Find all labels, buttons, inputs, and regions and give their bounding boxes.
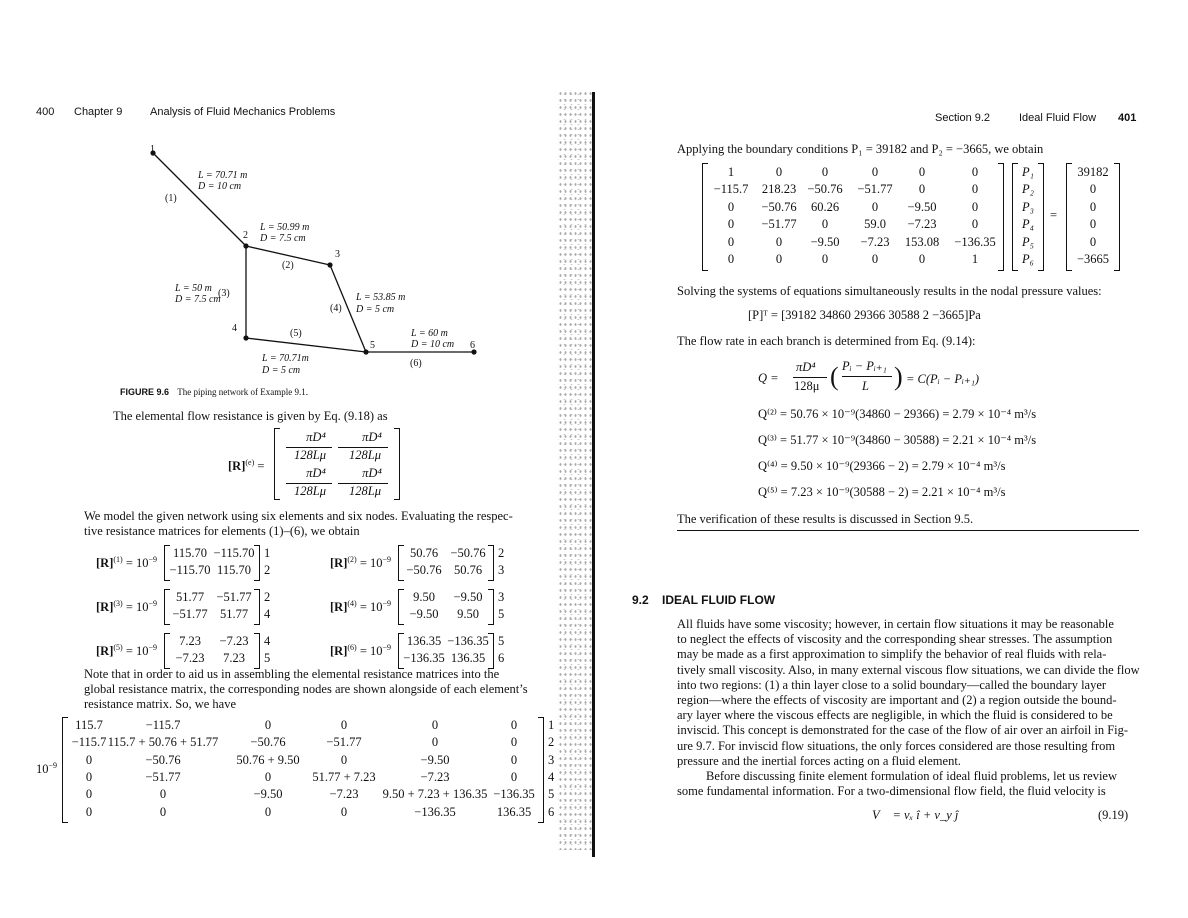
resistance-lhs-symbol: [R] — [228, 459, 246, 474]
left-paragraph-3-line-1: Note that in order to aid us in assembling the elemental resistance matrices into the — [84, 667, 500, 681]
system-matrix-cell: 0 — [775, 252, 783, 266]
global-matrix-cell: 0 — [159, 804, 167, 819]
system-matrix-cell: 0 — [918, 182, 926, 197]
global-matrix-cell: 0 — [510, 752, 518, 767]
global-matrix-cell: 50.76 + 9.50 — [236, 752, 300, 767]
element-cell: 136.35 — [450, 651, 486, 665]
global-matrix-cell: −115.7 — [145, 718, 181, 732]
fig-e5-diameter: D = 5 cm — [262, 365, 301, 376]
global-matrix-cell: 0 — [340, 752, 348, 767]
element-matrix-body — [164, 633, 260, 669]
fig-node-2: 2 — [243, 230, 248, 241]
frac-a-den: 128Lμ — [294, 448, 326, 462]
pressure-vector — [1012, 163, 1044, 271]
fig-e4-diameter: D = 5 cm — [356, 304, 395, 315]
fig-node-1: 1 — [150, 144, 155, 155]
flow-q4: Q⁽⁴⁾ = 9.50 × 10⁻⁹(29366 − 2) = 2.79 × 10⁻⁴ m³/s — [758, 459, 1006, 473]
element-cell: −51.77 — [172, 607, 208, 621]
global-matrix-cell: 0 — [510, 769, 518, 784]
nodal-pressure-vector: [P]ᵀ = [39182 34860 29366 30588 2 −3665]Pa — [748, 308, 981, 322]
element-cell: 9.50 — [457, 607, 479, 621]
rhs-vector-entry: 39182 — [1077, 165, 1109, 179]
q-paren-left: ( — [830, 362, 839, 391]
frac-a-num: πD⁴ — [306, 430, 326, 444]
global-matrix-node-index: 1 — [548, 718, 555, 732]
system-matrix-cell: −7.23 — [860, 234, 890, 249]
fig-element-5-label: (5) — [290, 328, 302, 339]
element-matrix-body — [164, 545, 260, 581]
section-divider — [677, 530, 1139, 531]
section-body-line: into two regions: (1) a thin layer close to a solid boundary—called the boundary layer — [677, 677, 1107, 692]
element-cell: −115.70 — [213, 546, 255, 560]
element-cell: −7.23 — [219, 634, 249, 648]
system-matrix-cell: −136.35 — [954, 234, 996, 249]
fig-e3-length: L = 50 m — [175, 283, 212, 294]
system-matrix — [702, 163, 1004, 271]
system-matrix-cell: −50.76 — [807, 182, 843, 197]
global-matrix-cell: 0 — [431, 735, 439, 750]
element-node-index: 2 — [498, 546, 505, 560]
resistance-lhs-sup: (e) — [245, 458, 255, 467]
node-5-dot — [363, 349, 368, 354]
fig-e6-length: L = 60 m — [411, 328, 448, 339]
flow-q2: Q⁽²⁾ = 50.76 × 10⁻⁹(34860 − 29366) = 2.79 × 10⁻⁴ m³/s — [758, 407, 1037, 421]
fig-element-3-label: (3) — [218, 288, 230, 299]
left-page-number: 400 — [36, 106, 55, 118]
element-cell: 50.76 — [453, 563, 483, 577]
global-matrix-cell: −115.7 — [71, 735, 107, 750]
fig-e4-length: L = 53.85 m — [356, 292, 406, 303]
element-cell: −50.76 — [406, 563, 442, 577]
fig-e1-diameter: D = 10 cm — [198, 181, 242, 192]
element-cell: 7.23 — [179, 634, 201, 648]
right-paragraph-2: Solving the systems of equations simultaneously results in the nodal pressure values: — [677, 284, 1102, 298]
system-matrix-cell: 0 — [775, 165, 783, 179]
section-body-line: tively small viscosity. Also, in many external viscous flow situations, we can divide the flow — [677, 662, 1140, 677]
fig-e5-length: L = 70.71m — [262, 353, 309, 364]
system-matrix-cell: −51.77 — [761, 217, 797, 232]
section-body-line: inviscid. This concept is demonstrated for the case of the flow of air over an airfoil in Fig- — [677, 723, 1129, 738]
element-node-index: 3 — [498, 563, 505, 577]
system-matrix-cell: 0 — [971, 199, 979, 214]
global-matrix-cell: 0 — [85, 752, 93, 767]
global-pow-exp: −9 — [48, 761, 58, 770]
right-paragraph-3: The flow rate in each branch is determined from Eq. (9.14): — [677, 334, 976, 348]
frac-d-den: 128Lμ — [349, 484, 381, 498]
global-matrix-cell: −51.77 — [326, 735, 362, 750]
element-cell: −51.77 — [216, 590, 252, 604]
global-pow-base: 10 — [36, 762, 49, 777]
q-num: πD⁴ — [796, 360, 816, 374]
global-matrix-cell: 0 — [340, 718, 348, 732]
left-chapter-label: Chapter 9 — [74, 106, 123, 118]
node-2-dot — [243, 243, 248, 248]
element-node-index: 3 — [498, 590, 505, 604]
global-matrix-node-index: 4 — [548, 769, 555, 784]
global-matrix-cell: 0 — [264, 804, 272, 819]
system-matrix-cell: 0 — [821, 217, 829, 232]
fig-e3-diameter: D = 7.5 cm — [175, 294, 221, 305]
element-matrix-lhs: $[R]^{(1)} = 10^{-9}$ — [96, 555, 158, 571]
element-node-index: 2 — [264, 563, 271, 577]
frac-b-num: πD⁴ — [362, 430, 382, 444]
system-matrix-cell: 1 — [727, 165, 735, 179]
element-cell: −136.35 — [403, 651, 445, 665]
pressure-vector-entry: P₅ — [1022, 234, 1034, 249]
element-cell: −7.23 — [175, 651, 205, 665]
pressure-vector-entry: P₃ — [1022, 199, 1034, 214]
system-matrix-cell: 0 — [971, 182, 979, 197]
global-matrix-cell: 0 — [85, 804, 93, 819]
system-matrix-cell: 0 — [971, 165, 979, 179]
rhs-vector-entry: 0 — [1089, 199, 1097, 214]
global-resistance-matrix — [62, 717, 555, 823]
section-body-line: may be made as a first approximation to simplify the behavior of real fluids with rela- — [677, 647, 1107, 662]
section-body-line: to neglect the effects of viscosity and the corresponding shear stresses. The assumption — [677, 632, 1113, 647]
figure-caption-label: FIGURE 9.6 — [120, 387, 170, 397]
fig-node-5: 5 — [370, 340, 375, 351]
global-matrix-cell: −7.23 — [329, 787, 359, 802]
left-paragraph-3-line-2: global resistance matrix, the corresponding nodes are shown alongside of each element’s — [84, 682, 528, 696]
element-cell: 115.70 — [173, 546, 207, 560]
q-lhs: Q = — [758, 371, 779, 385]
system-matrix-cell: 153.08 — [904, 234, 940, 249]
element-cell: 7.23 — [223, 651, 245, 665]
global-matrix-node-index: 3 — [548, 752, 555, 767]
element-cell: 51.77 — [175, 590, 205, 604]
element-node-index: 5 — [264, 651, 271, 665]
right-paragraph-1: Applying the boundary conditions P₁ = 39182 and P₂ = −3665, we obtain — [677, 142, 1044, 156]
element-matrix-lhs: $[R]^{(2)} = 10^{-9}$ — [330, 555, 392, 571]
system-matrix-cell: 0 — [871, 252, 879, 266]
fig-node-6: 6 — [470, 340, 475, 351]
system-matrix-cell: −7.23 — [907, 217, 937, 232]
left-paragraph-2-line-2: tive resistance matrices for elements (1)–(6), we obtain — [84, 524, 360, 538]
fig-element-4-label: (4) — [330, 303, 342, 314]
system-equals: = — [1050, 208, 1058, 222]
fig-node-3: 3 — [335, 249, 340, 260]
global-matrix-cell: 0 — [264, 769, 272, 784]
section-body-line: ure 9.7. For inviscid flow situations, the only forces considered are those resulting from — [677, 738, 1116, 753]
rhs-vector-entry: −3665 — [1076, 252, 1110, 266]
element-node-index: 5 — [498, 634, 505, 648]
node-3-dot — [327, 262, 332, 267]
global-matrix-cell: 0 — [85, 787, 93, 802]
global-matrix-cell: 0 — [510, 735, 518, 750]
section-body-line: region—where the effects of viscosity are important and (2) a region outside the bound- — [677, 693, 1117, 707]
system-matrix-cell: 0 — [821, 252, 829, 266]
global-matrix-cell: 136.35 — [496, 804, 532, 819]
system-matrix-cell: −51.77 — [857, 182, 893, 197]
fig-e2-diameter: D = 7.5 cm — [260, 233, 306, 244]
system-matrix-cell: 0 — [727, 234, 735, 249]
element-node-index: 5 — [498, 607, 505, 621]
element-cell: −50.76 — [450, 546, 486, 560]
global-matrix-cell: 9.50 + 7.23 + 136.35 — [382, 787, 488, 802]
pipe-element-5 — [246, 338, 366, 352]
system-matrix-cell: −115.7 — [713, 182, 749, 197]
element-matrix-lhs: $[R]^{(4)} = 10^{-9}$ — [330, 599, 392, 615]
section-number: 9.2 — [632, 593, 649, 607]
figure-caption — [120, 387, 308, 397]
resistance-lhs: $[R]^{(e)}$ = — [228, 458, 265, 474]
frac-b-den: 128Lμ — [349, 448, 381, 462]
element-node-index: 4 — [264, 607, 271, 621]
left-paragraph-3-line-3: resistance matrix. So, we have — [84, 697, 237, 711]
node-4-dot — [243, 335, 248, 340]
global-matrix-node-index: 5 — [548, 787, 555, 802]
left-paragraph-1: The elemental flow resistance is given by Eq. (9.18) as — [113, 409, 388, 423]
system-matrix-cell: 0 — [727, 252, 735, 266]
system-matrix-cell: 60.26 — [810, 199, 840, 214]
global-matrix-cell: 0 — [431, 718, 439, 732]
element-cell: 51.77 — [219, 607, 249, 621]
section-body-line: All fluids have some viscosity; however, in certain flow situations it may be reasonable — [677, 617, 1114, 631]
q-inner-den: L — [862, 379, 869, 393]
global-matrix-cell: 0 — [340, 804, 348, 819]
q-inner-num: Pᵢ − Pᵢ₊₁ — [842, 359, 887, 373]
rhs-vector-entry: 0 — [1089, 234, 1097, 249]
q-rhs: = C(Pᵢ − Pᵢ₊₁) — [906, 372, 980, 386]
pressure-vector-entry: P₁ — [1022, 165, 1034, 179]
global-matrix-cell: 0 — [159, 787, 167, 802]
velocity-equation: V⃗ = vₓ î + v_y ĵ — [872, 808, 959, 822]
global-matrix-node-index: 2 — [548, 735, 555, 750]
section-body-line: pressure and the inertial forces acting on a fluid element. — [677, 753, 961, 768]
element-cell: 9.50 — [413, 590, 435, 604]
body2-line-1: Before discussing finite element formulation of ideal fluid problems, let us review — [706, 769, 1118, 783]
right-page-number: 401 — [1118, 112, 1137, 124]
fig-element-6-label: (6) — [410, 358, 422, 369]
flow-q5: Q⁽⁵⁾ = 7.23 × 10⁻⁹(30588 − 2) = 2.21 × 10⁻⁴ m³/s — [758, 485, 1006, 499]
global-matrix-cell: −50.76 — [145, 752, 181, 767]
pressure-vector-entry: P₆ — [1022, 252, 1034, 266]
global-matrix-cell: 0 — [264, 718, 272, 732]
element-cell: 136.35 — [406, 634, 442, 648]
q-den: 128μ — [794, 379, 820, 393]
global-matrix-cell: −9.50 — [420, 752, 450, 767]
element-cell: −136.35 — [447, 634, 489, 648]
right-paragraph-4: The verification of these results is discussed in Section 9.5. — [677, 512, 974, 526]
global-matrix-cell: 51.77 + 7.23 — [312, 769, 376, 784]
right-section-title: Ideal Fluid Flow — [1019, 112, 1097, 124]
system-matrix-cell: −9.50 — [810, 234, 840, 249]
global-matrix-multiplier — [36, 761, 57, 777]
element-node-index: 4 — [264, 634, 271, 648]
system-matrix-cell: 1 — [971, 252, 979, 266]
system-matrix-cell: −50.76 — [761, 199, 797, 214]
resistance-general-matrix — [274, 428, 400, 500]
system-matrix-cell: 0 — [821, 165, 829, 179]
section-body-line: ary layer where the viscous effects are negligible, in which the fluid is considered to be — [677, 708, 1113, 723]
system-matrix-cell: 0 — [871, 199, 879, 214]
velocity-equation-number: (9.19) — [1098, 808, 1129, 822]
global-matrix-cell: 115.7 + 50.76 + 51.77 — [107, 735, 219, 750]
element-matrix-body — [398, 633, 494, 669]
figure-caption-text: The piping network of Example 9.1. — [177, 387, 308, 397]
element-matrix-lhs: $[R]^{(5)} = 10^{-9}$ — [96, 643, 158, 659]
system-matrix-cell: 0 — [918, 165, 926, 179]
system-matrix-cell: 59.0 — [864, 217, 886, 232]
rhs-vector-entry: 0 — [1089, 217, 1097, 232]
element-cell: −9.50 — [409, 607, 439, 621]
global-matrix-cell: 0 — [85, 769, 93, 784]
frac-c-den: 128Lμ — [294, 484, 326, 498]
element-cell: −115.70 — [169, 563, 211, 577]
rhs-vector — [1066, 163, 1120, 271]
element-matrix-body — [164, 589, 260, 625]
left-paragraph-2-line-1: We model the given network using six elements and six nodes. Evaluating the respec- — [84, 509, 513, 523]
section-heading: IDEAL FLUID FLOW — [662, 593, 776, 607]
global-matrix-cell: −51.77 — [145, 769, 181, 784]
rhs-vector-entry: 0 — [1089, 182, 1097, 197]
global-matrix-cell: −7.23 — [420, 769, 450, 784]
pressure-vector-entry: P₄ — [1022, 217, 1034, 232]
system-matrix-cell: 0 — [918, 252, 926, 266]
body2-line-2: some fundamental information. For a two-dimensional flow field, the fluid velocity is — [677, 784, 1106, 798]
frac-c-num: πD⁴ — [306, 466, 326, 480]
fig-e6-diameter: D = 10 cm — [411, 339, 455, 350]
book-gutter — [558, 90, 596, 850]
system-matrix-cell: −9.50 — [907, 199, 937, 214]
book-spine-line — [592, 92, 595, 857]
fig-e1-length: L = 70.71 m — [198, 170, 248, 181]
global-matrix-cell: 0 — [510, 718, 518, 732]
element-node-index: 2 — [264, 590, 271, 604]
element-matrix-lhs: $[R]^{(6)} = 10^{-9}$ — [330, 643, 392, 659]
global-matrix-node-index: 6 — [548, 804, 555, 819]
fig-element-2-label: (2) — [282, 260, 294, 271]
system-matrix-cell: 0 — [871, 165, 879, 179]
fig-e2-length: L = 50.99 m — [260, 222, 310, 233]
element-node-index: 1 — [264, 546, 271, 560]
global-matrix-cell: −136.35 — [414, 804, 456, 819]
element-matrix-lhs: $[R]^{(3)} = 10^{-9}$ — [96, 599, 158, 615]
fig-element-1-label: (1) — [165, 193, 177, 204]
global-matrix-cell: −136.35 — [493, 787, 535, 802]
system-matrix-cell: 0 — [971, 217, 979, 232]
element-cell: −9.50 — [453, 590, 483, 604]
pressure-vector-entry: P₂ — [1022, 182, 1034, 197]
element-cell: 50.76 — [409, 546, 439, 560]
left-chapter-title: Analysis of Fluid Mechanics Problems — [150, 106, 336, 118]
system-matrix-cell: 0 — [775, 234, 783, 249]
global-matrix-cell: 115.7 — [75, 718, 103, 732]
element-matrix-body — [398, 545, 494, 581]
fig-node-4: 4 — [232, 323, 237, 334]
system-matrix-cell: 0 — [727, 199, 735, 214]
system-matrix-cell: 0 — [727, 217, 735, 232]
global-matrix-cell: −9.50 — [253, 787, 283, 802]
element-cell: 115.70 — [217, 563, 251, 577]
q-paren-right: ) — [894, 362, 903, 391]
global-matrix-cell: −50.76 — [250, 735, 286, 750]
system-matrix-cell: 218.23 — [761, 182, 797, 197]
element-matrix-body — [398, 589, 494, 625]
element-node-index: 6 — [498, 651, 505, 665]
right-section-label: Section 9.2 — [935, 112, 991, 124]
flow-q3: Q⁽³⁾ = 51.77 × 10⁻⁹(34860 − 30588) = 2.21 × 10⁻⁴ m³/s — [758, 433, 1037, 447]
frac-d-num: πD⁴ — [362, 466, 382, 480]
